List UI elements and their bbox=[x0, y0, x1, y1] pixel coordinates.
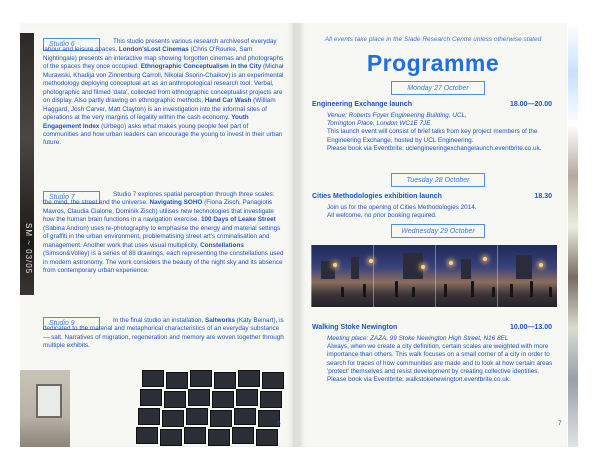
description-line: Always, when we create a city definition, certain scales are weighted with more importance than others. This walk focuses on a small corner of a city in order to search for traces of how communities are made and to look at how certain areas 'protect' themselves and resist development by creating collective identities. bbox=[327, 343, 553, 375]
street-lamp bbox=[483, 257, 487, 261]
contact-sheet-thumbnail bbox=[190, 370, 212, 387]
contact-sheet-thumbnail bbox=[186, 408, 208, 425]
contact-sheet-thumbnail bbox=[188, 389, 210, 406]
building-silhouette bbox=[516, 255, 532, 279]
paragraph-text: This studio presents various research archives bbox=[113, 38, 244, 45]
contact-sheet-thumbnail bbox=[260, 391, 282, 408]
paragraph-text: (Urbego) asks what makes young people feel part of communities and how urban leaders can encourage the young to invest in their urban future. bbox=[43, 122, 283, 147]
contact-sheet-photograph bbox=[142, 370, 272, 447]
studio-6-label: Studio 6 bbox=[43, 38, 100, 51]
contact-sheet-thumbnail bbox=[138, 408, 160, 425]
studio-6-text bbox=[43, 38, 285, 148]
booklet-spread bbox=[20, 23, 578, 447]
project-name: Navigating SOHO bbox=[149, 199, 203, 207]
event-body-engineering-exchange bbox=[327, 112, 553, 153]
project-name: London's bbox=[118, 46, 148, 54]
date-wednesday: Wednesday 29 October bbox=[391, 224, 485, 238]
street-lamp bbox=[539, 263, 543, 267]
contact-sheet-thumbnail bbox=[232, 427, 254, 444]
studio-9-text bbox=[43, 317, 285, 351]
project-name: Constellations bbox=[200, 241, 244, 249]
project-name: Lost Cinemas bbox=[147, 46, 189, 54]
pedestrian-figure bbox=[395, 281, 398, 297]
project-name: Hand Car Wash bbox=[204, 97, 252, 105]
contact-sheet-thumbnail bbox=[236, 389, 258, 406]
right-page bbox=[299, 23, 567, 447]
pedestrian-figure bbox=[549, 287, 552, 297]
street-lamp bbox=[449, 261, 453, 265]
contact-sheet-thumbnail bbox=[136, 427, 158, 444]
edge-strip-label: SM ~ 03/05 bbox=[24, 223, 33, 275]
paragraph-text: Studio 7 explores spatial perception through three scales: the mind, the street and the universe. bbox=[43, 191, 275, 207]
building-silhouette bbox=[403, 253, 423, 279]
date-tuesday: Tuesday 28 October bbox=[391, 173, 485, 187]
contact-sheet-thumbnail bbox=[162, 410, 184, 427]
contact-sheet-thumbnail bbox=[262, 372, 284, 389]
booking-line: Please book via Eventbrite: uclengineeringexchangelaunch.eventbrite.co.uk. bbox=[327, 144, 542, 152]
pedestrian-figure bbox=[363, 284, 366, 297]
project-name: Youth Engagement Index bbox=[43, 114, 249, 130]
next-page-edge bbox=[568, 23, 578, 447]
studio-9-label: Studio 9 bbox=[43, 317, 100, 330]
edge-photo-strip bbox=[20, 33, 34, 295]
paragraph-text: (Michał Murawski, Khadija von Zinnenburg Carroll, Nikolai Ssorin-Chaikov) is an experimental methodology deploying conceptual art as an anthropological research tool. Verbal, photographic and filmed 'data', collected from ethnographic conceptualist projects are on display. Also partly drawing on ethnographic methods, bbox=[43, 63, 284, 105]
address-line: Torrington Place, London WC1E 7JE bbox=[327, 120, 431, 128]
description-line: This launch event will consist of brief talks from key project members of the Engineering Exchange, hosted by UCL Engineering. bbox=[327, 128, 538, 144]
paragraph-text: (Katy Beinart), is dedicated to the material and metaphorical characteristics of an everyday substance — salt. Narratives of migration, regeneration and memory are woven together through multiple exhibits. bbox=[43, 317, 284, 350]
project-name: Saltworks bbox=[205, 317, 236, 324]
pedestrian-figure bbox=[341, 287, 344, 297]
event-title-engineering-exchange: Engineering Exchange launch bbox=[312, 101, 412, 108]
pedestrian-figure bbox=[530, 281, 533, 297]
pedestrian-figure bbox=[510, 284, 513, 297]
event-time-walking-stoke-newington: 10.00—13.00 bbox=[509, 324, 552, 331]
paragraph-text: of everyday labour and leisure spaces. bbox=[43, 38, 277, 54]
contact-sheet-thumbnail bbox=[184, 427, 206, 444]
pedestrian-figure bbox=[444, 284, 447, 297]
street-lamp bbox=[333, 263, 337, 267]
contact-sheet-thumbnail bbox=[166, 372, 188, 389]
studio-7-text bbox=[43, 191, 285, 276]
contact-sheet-thumbnail bbox=[210, 410, 232, 427]
venue-line: Venue: Roberts Foyer Engineering Building, UCL, bbox=[327, 112, 467, 119]
window-shape bbox=[36, 384, 62, 418]
street-lamp bbox=[421, 265, 425, 269]
page-number-right: 7 bbox=[558, 420, 562, 427]
project-name: Ethnographic Conceptualism in the City bbox=[140, 63, 262, 71]
room-photograph bbox=[20, 370, 70, 447]
building-silhouette bbox=[351, 257, 359, 279]
paragraph-text: (Sabina Andron) uses re-photography to emphasise the energy and material settings of graffiti in the urban environment, problematising street art's criminalisation and management. Another work that uses visual multiplicity, bbox=[43, 224, 281, 249]
event-body-cities-methodologies bbox=[327, 204, 553, 220]
project-name: 100 Days of Leake Street bbox=[200, 216, 276, 224]
contact-sheet-thumbnail bbox=[140, 389, 162, 406]
contact-sheet-thumbnail bbox=[208, 429, 230, 446]
contact-sheet-thumbnail bbox=[212, 391, 234, 408]
programme-title: Programme bbox=[366, 50, 500, 76]
booking-line: Please book via Eventbrite: walkstokenewington.eventbrite.co.uk. bbox=[327, 376, 511, 384]
booking-line: All welcome, no prior booking required. bbox=[327, 212, 437, 220]
paragraph-text: (Simson&Volley) is a series of 88 drawings, each representing the constellations used in modern astronomy. The work considers the beauty of the night sky and its absence from contemporary urban experience. bbox=[43, 250, 284, 275]
event-time-cities-methodologies: 18.30 bbox=[534, 193, 552, 200]
paragraph-text: In the final studio an installation, bbox=[113, 317, 206, 324]
page-number-left: 6 bbox=[277, 420, 281, 427]
venue-notice: All events take place in the Slade Research Centre unless otherwise stated bbox=[324, 36, 542, 43]
date-monday: Monday 27 October bbox=[391, 81, 485, 95]
street-panorama-photograph bbox=[311, 245, 557, 307]
event-body-walking-stoke-newington bbox=[327, 335, 553, 384]
paragraph-text: (Fiona Zisch, Panagiotis Mavros, Claudia Cialone, Dominik Zisch) utilises new technologies that investigate how the human brain functions in a navigation exercise. bbox=[43, 199, 274, 224]
contact-sheet-thumbnail bbox=[238, 370, 260, 387]
street-lamp bbox=[369, 259, 373, 263]
building-silhouette bbox=[461, 259, 471, 279]
left-page bbox=[20, 23, 295, 447]
contact-sheet-thumbnail bbox=[160, 429, 182, 446]
paragraph-text: (Chris O'Rourke, Sam Nightingale) presents an interactive map showing forgotten cinemas and photographs of the spaces they once occupied. bbox=[43, 46, 284, 71]
pedestrian-figure bbox=[412, 287, 415, 297]
studio-7-label: Studio 7 bbox=[43, 191, 100, 204]
contact-sheet-thumbnail bbox=[234, 408, 256, 425]
contact-sheet-thumbnail bbox=[142, 370, 164, 387]
paragraph-text: (William Haggard, Josh Carver, Matt Clayton) is an investigation into the informal sites of operations at the very margins of legality within the cash economy. bbox=[43, 97, 276, 122]
event-time-engineering-exchange: 18.00—20.00 bbox=[509, 101, 552, 108]
contact-sheet-thumbnail bbox=[214, 372, 236, 389]
meeting-place-line: Meeting place: ZAZA, 99 Stoke Newington High Street, N16 8EL bbox=[327, 335, 509, 342]
pedestrian-figure bbox=[471, 281, 474, 297]
event-title-cities-methodologies: Cities Methodologies exhibition launch bbox=[312, 193, 442, 200]
contact-sheet-thumbnail bbox=[256, 429, 278, 446]
event-title-walking-stoke-newington: Walking Stoke Newington bbox=[312, 324, 398, 331]
description-line: Join us for the opening of Cities Methodologies 2014. bbox=[327, 204, 477, 211]
contact-sheet-thumbnail bbox=[164, 391, 186, 408]
pedestrian-figure bbox=[492, 287, 495, 297]
